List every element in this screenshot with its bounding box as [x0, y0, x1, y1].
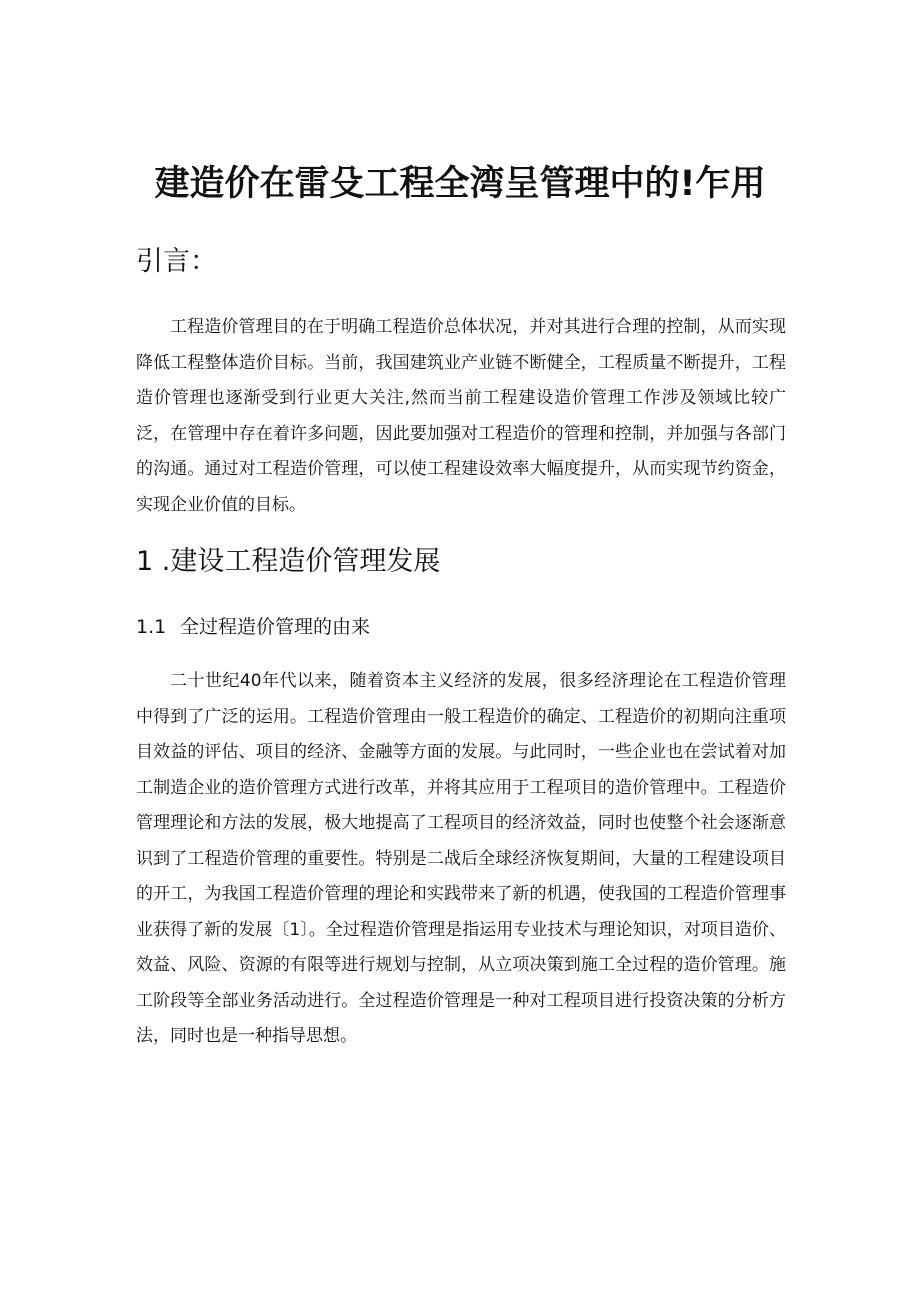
subsection-number: 1.1 [136, 616, 167, 638]
document-title: 建造价在雷殳工程全湾呈管理中的!乍用 [154, 164, 766, 204]
subsection-title: 全过程造价管理的由来 [180, 616, 371, 638]
section-1-heading: 1 .建设工程造价管理发展 [136, 546, 441, 577]
subsection-1-1-paragraph: 二十世纪40年代以来，随着资本主义经济的发展，很多经济理论在工程造价管理中得到了广泛的运用。工程造价管理由一般工程造价的确定、工程造价的初期向注重项目效益的评估、项目的经济、金融等方面的发展。与此同时，一些企业也在尝试着对加工制造企业的造价管理方式进行改革，并将其应用于工程项目的造价管理中。工程造价管理理论和方法的发展，极大地提高了工程项目的经济效益，同时也使整个社会逐渐意识到了工程造价管理的重要性。特别是二战后全球经济恢复期间，大量的工程建设项目的开工，为我国工程造价管理的理论和实践带来了新的机遇，使我国的工程造价管理事业获得了新的发展〔1〕。全过程造价管理是指运用专业技术与理论知识，对项目造价、效益、风险、资源的有限等进行规划与控制，从立项决策到施工全过程的造价管理。施工阶段等全部业务活动进行。全过程造价管理是一种对工程项目进行投资决策的分析方法，同时也是一种指导思想。 [136, 671, 786, 1046]
subsection-1-1-heading [136, 612, 370, 642]
intro-heading: 引言： [136, 246, 217, 277]
intro-paragraph: 工程造价管理目的在于明确工程造价总体状况，并对其进行合理的控制，从而实现降低工程整体造价目标。当前，我国建筑业产业链不断健全，工程质量不断提升，工程造价管理也逐渐受到行业更大关注,然而当前工程建设造价管理工作涉及领域比较广泛，在管理中存在着许多问题，因此要加强对工程造价的管理和控制，并加强与各部门的沟通。通过对工程造价管理，可以使工程建设效率大幅度提升，从而实现节约资金，实现企业价值的目标。 [136, 317, 786, 515]
